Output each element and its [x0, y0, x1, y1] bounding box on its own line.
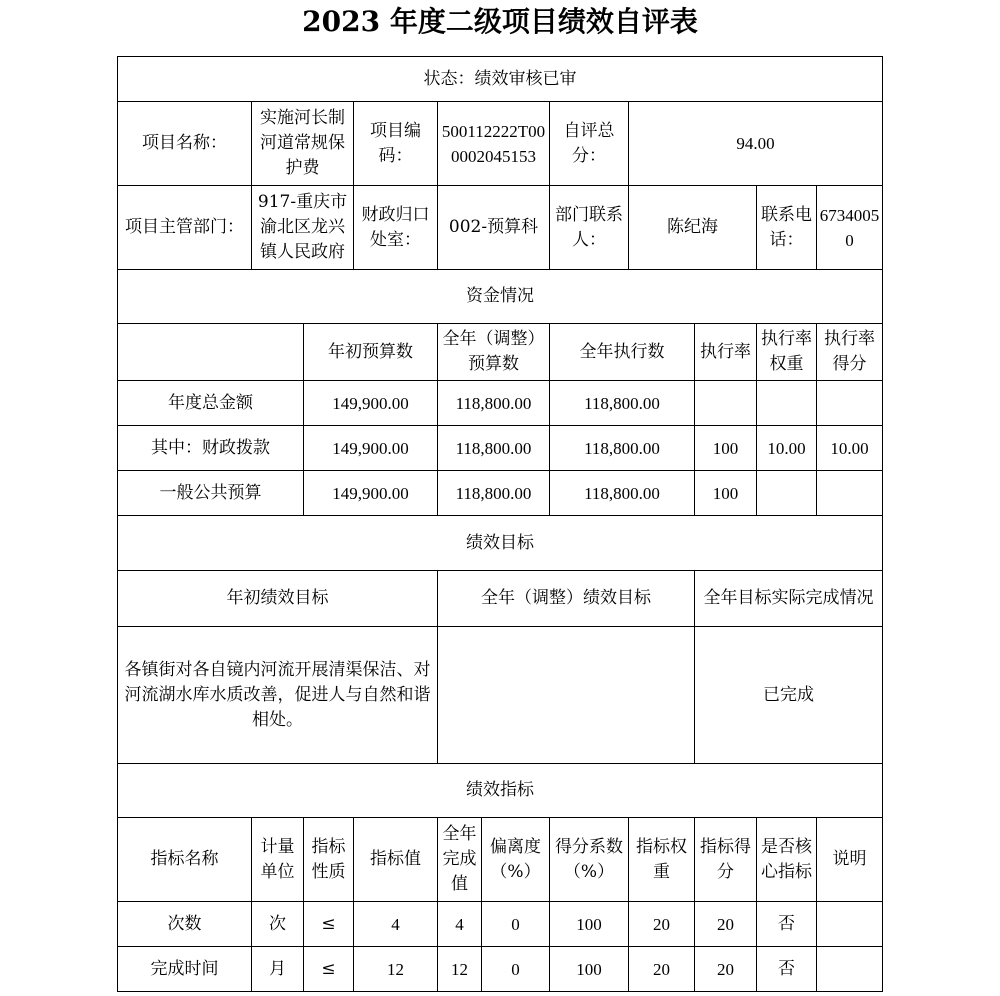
- project-name-label: 项目名称：: [118, 102, 252, 186]
- funds-cell: 149,900.00: [304, 381, 438, 426]
- indicator-header-weight: 指标权重: [629, 818, 695, 902]
- project-code-label: 项目编码：: [354, 102, 438, 186]
- indicator-header-unit: 计量单位: [252, 818, 304, 902]
- funds-header-score: 执行率得分: [817, 324, 883, 381]
- phone-value: 67340050: [817, 186, 883, 270]
- indicator-header-target: 指标值: [354, 818, 438, 902]
- indicator-cell: ≤: [304, 947, 354, 992]
- indicator-cell: 次数: [118, 902, 252, 947]
- goals-header-completion: 全年目标实际完成情况: [695, 571, 883, 627]
- office-label: 财政归口处室：: [354, 186, 438, 270]
- table-row: [118, 381, 883, 426]
- indicator-cell: 12: [354, 947, 438, 992]
- score-value: 94.00: [629, 102, 883, 186]
- indicator-header-core: 是否核心指标: [757, 818, 817, 902]
- table-row: [118, 426, 883, 471]
- funds-cell: [695, 381, 757, 426]
- project-name-value: 实施河长制河道常规保护费: [252, 102, 354, 186]
- funds-cell: 100: [695, 471, 757, 516]
- indicator-cell: 4: [438, 902, 482, 947]
- table-row: [118, 947, 883, 992]
- goals-header-initial: 年初绩效目标: [118, 571, 438, 627]
- indicator-cell: 否: [757, 947, 817, 992]
- indicator-cell: 次: [252, 902, 304, 947]
- indicator-header-deviation: 偏离度（%）: [482, 818, 550, 902]
- indicator-header-name: 指标名称: [118, 818, 252, 902]
- indicator-header-coefficient: 得分系数（%）: [550, 818, 629, 902]
- indicator-cell: 20: [629, 947, 695, 992]
- funds-row-label: 其中：财政拨款: [118, 426, 304, 471]
- phone-label: 联系电话：: [757, 186, 817, 270]
- funds-header-weight: 执行率权重: [757, 324, 817, 381]
- indicator-cell: 12: [438, 947, 482, 992]
- indicator-cell: 20: [695, 902, 757, 947]
- funds-cell: 118,800.00: [550, 381, 695, 426]
- project-code-value: 500112222T000002045153: [438, 102, 550, 186]
- goals-completion-text: 已完成: [695, 627, 883, 764]
- goals-initial-text: 各镇街对各自镜内河流开展清渠保洁、对河流湖水库水质改善，促进人与自然和谐相处。: [118, 627, 438, 764]
- indicator-cell: 完成时间: [118, 947, 252, 992]
- indicator-header-actual: 全年完成值: [438, 818, 482, 902]
- funds-header-adjusted: 全年（调整）预算数: [438, 324, 550, 381]
- funds-header-initial: 年初预算数: [304, 324, 438, 381]
- indicator-cell: 0: [482, 947, 550, 992]
- goals-adjusted-text: [438, 627, 695, 764]
- funds-row-label: 年度总金额: [118, 381, 304, 426]
- office-value: 002-预算科: [438, 186, 550, 270]
- funds-cell: 118,800.00: [550, 471, 695, 516]
- funds-row-label: 一般公共预算: [118, 471, 304, 516]
- funds-cell: 149,900.00: [304, 426, 438, 471]
- goals-section-title: 绩效目标: [118, 516, 883, 571]
- funds-section-title: 资金情况: [118, 270, 883, 324]
- contact-value: 陈纪海: [629, 186, 757, 270]
- funds-header-rate: 执行率: [695, 324, 757, 381]
- indicator-cell: [817, 902, 883, 947]
- indicator-cell: 100: [550, 947, 629, 992]
- indicator-cell: ≤: [304, 902, 354, 947]
- funds-cell: 118,800.00: [438, 426, 550, 471]
- funds-cell: 100: [695, 426, 757, 471]
- indicators-section-title: 绩效指标: [118, 764, 883, 818]
- funds-cell: [817, 471, 883, 516]
- funds-cell: [817, 381, 883, 426]
- indicator-cell: [817, 947, 883, 992]
- funds-cell: [757, 471, 817, 516]
- indicator-cell: 月: [252, 947, 304, 992]
- table-row: [118, 471, 883, 516]
- funds-cell: 118,800.00: [438, 381, 550, 426]
- dept-value: 917-重庆市渝北区龙兴镇人民政府: [252, 186, 354, 270]
- contact-label: 部门联系人：: [550, 186, 629, 270]
- goals-header-adjusted: 全年（调整）绩效目标: [438, 571, 695, 627]
- indicator-header-score: 指标得分: [695, 818, 757, 902]
- score-label: 自评总分：: [550, 102, 629, 186]
- funds-header-executed: 全年执行数: [550, 324, 695, 381]
- funds-cell: 149,900.00: [304, 471, 438, 516]
- indicator-header-nature: 指标性质: [304, 818, 354, 902]
- indicator-cell: 100: [550, 902, 629, 947]
- table-row: [118, 902, 883, 947]
- status-row: 状态：绩效审核已审: [118, 57, 883, 102]
- indicator-cell: 20: [629, 902, 695, 947]
- indicator-cell: 0: [482, 902, 550, 947]
- indicator-cell: 20: [695, 947, 757, 992]
- evaluation-table: [117, 56, 883, 992]
- funds-cell: 118,800.00: [550, 426, 695, 471]
- funds-cell: 10.00: [757, 426, 817, 471]
- funds-cell: 118,800.00: [438, 471, 550, 516]
- funds-cell: [757, 381, 817, 426]
- funds-cell: 10.00: [817, 426, 883, 471]
- dept-label: 项目主管部门：: [118, 186, 252, 270]
- funds-header-blank: [118, 324, 304, 381]
- indicator-cell: 4: [354, 902, 438, 947]
- indicator-header-note: 说明: [817, 818, 883, 902]
- page-title: 2023 年度二级项目绩效自评表: [302, 5, 698, 38]
- indicator-cell: 否: [757, 902, 817, 947]
